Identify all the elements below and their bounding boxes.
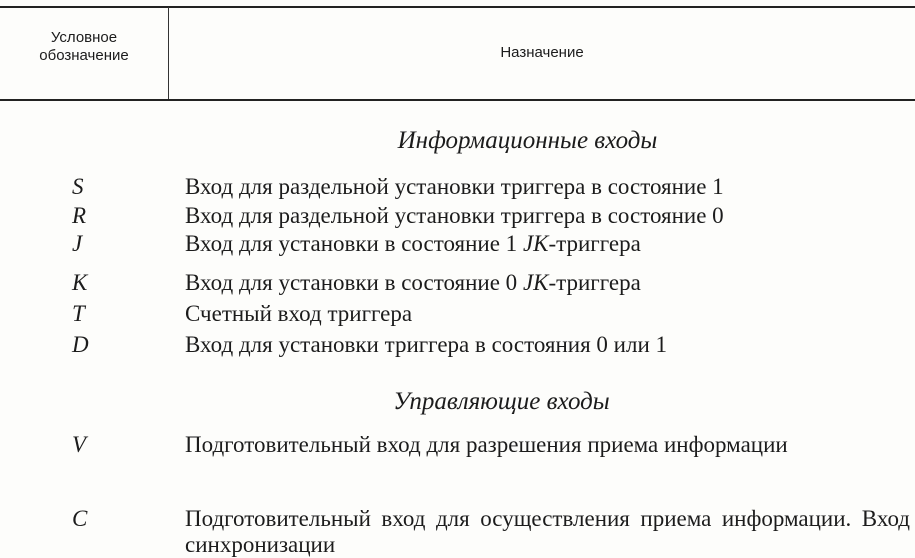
- row-symbol: D: [72, 332, 89, 357]
- section-title-control-inputs: Управляющие входы: [393, 388, 610, 415]
- header-bottom-rule: [0, 99, 915, 101]
- row-symbol: J: [72, 231, 83, 256]
- row-symbol: R: [72, 203, 87, 228]
- row-description: Вход для установки в состояние 0 JK-триггера: [185, 270, 641, 295]
- row-symbol: C: [72, 506, 88, 531]
- row-symbol: V: [72, 432, 87, 457]
- row-symbol: K: [72, 270, 88, 295]
- table-top-rule: [0, 6, 915, 8]
- section-title-information-inputs: Информационные входы: [397, 127, 658, 154]
- jk-label: JK: [522, 270, 549, 295]
- jk-label: JK: [522, 231, 549, 256]
- column-header-symbol-line2: обозначение: [39, 47, 129, 64]
- column-header-symbol: [0, 29, 168, 65]
- row-description: Вход для установки в состояние 1 JK-триггера: [185, 231, 641, 256]
- row-description: Счетный вход триггера: [185, 301, 413, 326]
- row-description: Вход для установки триггера в состояния 0 или 1: [185, 332, 668, 357]
- row-symbol: T: [72, 301, 85, 326]
- row-description: Подготовительный вход для разрешения приема информации: [185, 432, 788, 457]
- row-description: Вход для раздельной установки триггера в состояние 1: [185, 174, 724, 199]
- column-header-symbol-line1: Условное: [50, 29, 118, 46]
- row-symbol: S: [72, 174, 84, 199]
- row-description: Подготовительный вход для осуществления приема информации. Вход синхронизации: [185, 506, 910, 557]
- column-header-purpose: Назначение: [500, 44, 584, 61]
- row-description: Вход для раздельной установки триггера в состояние 0: [185, 203, 724, 228]
